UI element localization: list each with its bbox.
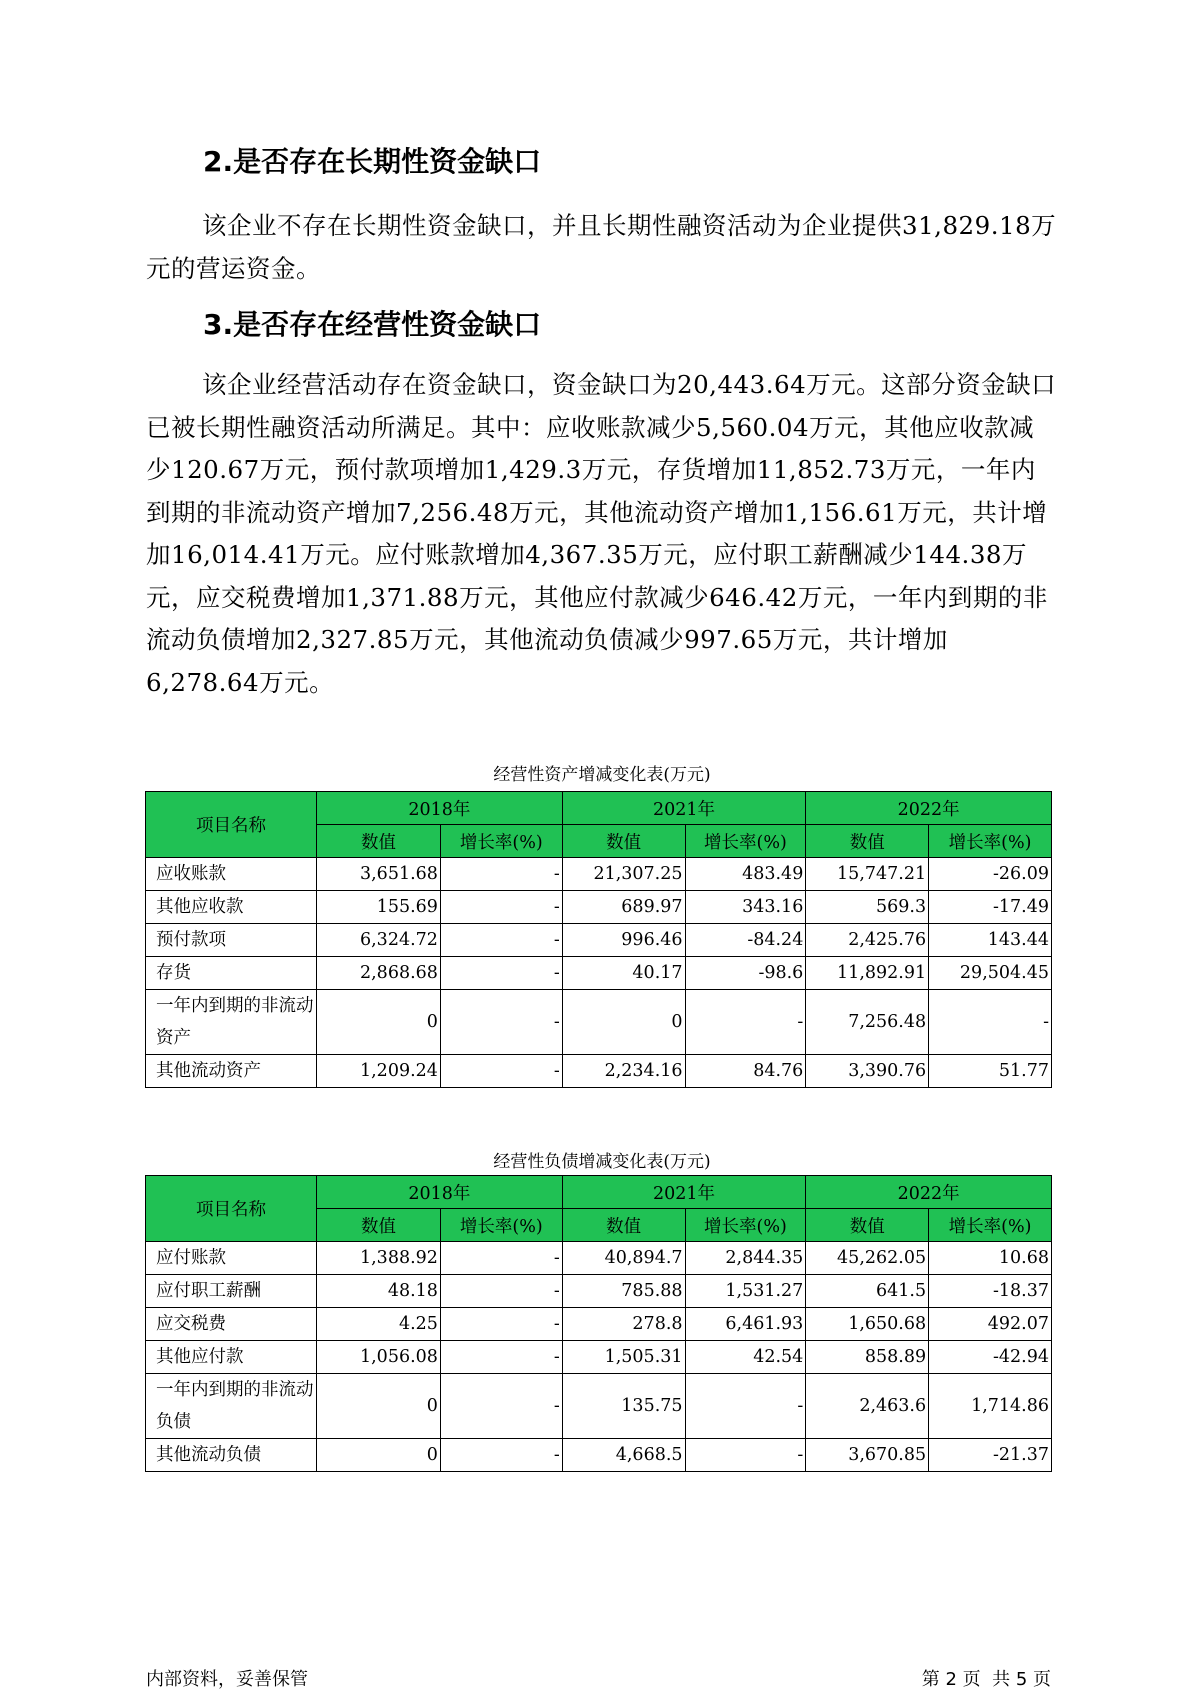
cell-growth-rate: -21.37: [929, 1439, 1052, 1472]
cell-value: 4.25: [317, 1308, 441, 1341]
cell-growth-rate: 1,714.86: [929, 1374, 1052, 1439]
header-item-name: 项目名称: [146, 1176, 317, 1242]
cell-growth-rate: -: [440, 1374, 562, 1439]
row-item-name: 应付账款: [146, 1242, 317, 1275]
table-row: [146, 891, 1052, 924]
table-caption-liabilities: 经营性负债增减变化表(万元): [493, 1152, 711, 1172]
header-value: 数值: [806, 825, 929, 858]
cell-value: 278.8: [562, 1308, 685, 1341]
operating-assets-table: [145, 791, 1052, 1088]
table-row: [146, 1242, 1052, 1275]
cell-growth-rate: 10.68: [929, 1242, 1052, 1275]
cell-growth-rate: -: [440, 924, 562, 957]
cell-growth-rate: 1,531.27: [685, 1275, 806, 1308]
cell-value: 135.75: [562, 1374, 685, 1439]
cell-growth-rate: 42.54: [685, 1341, 806, 1374]
header-value: 数值: [562, 1209, 685, 1242]
table-row: [146, 1055, 1052, 1088]
row-item-name: 应收账款: [146, 858, 317, 891]
header-year: 2022年: [806, 792, 1052, 825]
cell-value: 3,390.76: [806, 1055, 929, 1088]
table-row: [146, 1439, 1052, 1472]
cell-value: 45,262.05: [806, 1242, 929, 1275]
cell-growth-rate: 343.16: [685, 891, 806, 924]
paragraph-long-term-gap: 该企业不存在长期性资金缺口，并且长期性融资活动为企业提供31,829.18万元的营运资金。: [146, 211, 1057, 283]
cell-growth-rate: -17.49: [929, 891, 1052, 924]
cell-value: 641.5: [806, 1275, 929, 1308]
cell-growth-rate: -: [440, 957, 562, 990]
row-item-name: 存货: [146, 957, 317, 990]
cell-growth-rate: -26.09: [929, 858, 1052, 891]
header-year: 2018年: [317, 792, 563, 825]
cell-value: 689.97: [562, 891, 685, 924]
header-growth-rate: 增长率(%): [929, 1209, 1052, 1242]
cell-value: 2,425.76: [806, 924, 929, 957]
cell-growth-rate: -84.24: [685, 924, 806, 957]
cell-value: 155.69: [317, 891, 441, 924]
cell-growth-rate: -: [440, 990, 562, 1055]
cell-value: 2,463.6: [806, 1374, 929, 1439]
row-item-name: 一年内到期的非流动负债: [146, 1374, 317, 1439]
cell-value: 0: [562, 990, 685, 1055]
cell-growth-rate: -: [929, 990, 1052, 1055]
cell-value: 0: [317, 990, 441, 1055]
cell-growth-rate: 29,504.45: [929, 957, 1052, 990]
cell-growth-rate: 51.77: [929, 1055, 1052, 1088]
header-year: 2022年: [806, 1176, 1052, 1209]
row-item-name: 预付款项: [146, 924, 317, 957]
row-item-name: 其他流动资产: [146, 1055, 317, 1088]
cell-value: 996.46: [562, 924, 685, 957]
section-heading-2: 2.是否存在长期性资金缺口: [203, 145, 542, 178]
cell-growth-rate: -: [685, 990, 806, 1055]
table-row: [146, 1374, 1052, 1439]
row-item-name: 其他应付款: [146, 1341, 317, 1374]
footer-page-number: 第 2 页 共 5 页: [921, 1669, 1051, 1690]
cell-value: 2,234.16: [562, 1055, 685, 1088]
cell-growth-rate: -: [440, 1308, 562, 1341]
cell-growth-rate: -18.37: [929, 1275, 1052, 1308]
cell-growth-rate: -: [440, 1439, 562, 1472]
cell-growth-rate: -98.6: [685, 957, 806, 990]
cell-growth-rate: 6,461.93: [685, 1308, 806, 1341]
section-heading-3: 3.是否存在经营性资金缺口: [203, 308, 542, 341]
row-item-name: 应交税费: [146, 1308, 317, 1341]
header-growth-rate: 增长率(%): [685, 1209, 806, 1242]
row-item-name: 其他流动负债: [146, 1439, 317, 1472]
cell-growth-rate: 84.76: [685, 1055, 806, 1088]
header-growth-rate: 增长率(%): [440, 1209, 562, 1242]
cell-value: 4,668.5: [562, 1439, 685, 1472]
header-year: 2021年: [562, 1176, 806, 1209]
table-row: [146, 1275, 1052, 1308]
cell-value: 2,868.68: [317, 957, 441, 990]
cell-value: 1,056.08: [317, 1341, 441, 1374]
cell-value: 785.88: [562, 1275, 685, 1308]
cell-growth-rate: -42.94: [929, 1341, 1052, 1374]
cell-growth-rate: -: [440, 1055, 562, 1088]
cell-growth-rate: 483.49: [685, 858, 806, 891]
cell-growth-rate: 143.44: [929, 924, 1052, 957]
cell-value: 11,892.91: [806, 957, 929, 990]
cell-value: 0: [317, 1374, 441, 1439]
header-year: 2021年: [562, 792, 806, 825]
row-item-name: 其他应收款: [146, 891, 317, 924]
cell-growth-rate: -: [685, 1374, 806, 1439]
liabilities-table-body: [146, 1242, 1052, 1472]
cell-value: 1,650.68: [806, 1308, 929, 1341]
header-year: 2018年: [317, 1176, 563, 1209]
cell-value: 1,388.92: [317, 1242, 441, 1275]
cell-growth-rate: 492.07: [929, 1308, 1052, 1341]
cell-growth-rate: -: [440, 891, 562, 924]
assets-table-body: [146, 858, 1052, 1088]
table-caption-assets: 经营性资产增减变化表(万元): [493, 765, 711, 785]
cell-value: 48.18: [317, 1275, 441, 1308]
cell-value: 1,505.31: [562, 1341, 685, 1374]
cell-value: 6,324.72: [317, 924, 441, 957]
cell-value: 858.89: [806, 1341, 929, 1374]
cell-growth-rate: -: [440, 1275, 562, 1308]
table-row: [146, 924, 1052, 957]
cell-value: 1,209.24: [317, 1055, 441, 1088]
table-row: [146, 1341, 1052, 1374]
table-row: [146, 990, 1052, 1055]
header-value: 数值: [562, 825, 685, 858]
cell-growth-rate: -: [440, 1242, 562, 1275]
cell-growth-rate: -: [440, 858, 562, 891]
cell-value: 21,307.25: [562, 858, 685, 891]
header-value: 数值: [317, 825, 441, 858]
cell-growth-rate: -: [440, 1341, 562, 1374]
cell-value: 569.3: [806, 891, 929, 924]
cell-growth-rate: -: [685, 1439, 806, 1472]
table-row: [146, 957, 1052, 990]
operating-liabilities-table: [145, 1175, 1052, 1472]
header-item-name: 项目名称: [146, 792, 317, 858]
header-value: 数值: [806, 1209, 929, 1242]
table-row: [146, 1308, 1052, 1341]
header-growth-rate: 增长率(%): [929, 825, 1052, 858]
header-growth-rate: 增长率(%): [685, 825, 806, 858]
cell-value: 40.17: [562, 957, 685, 990]
cell-value: 3,670.85: [806, 1439, 929, 1472]
paragraph-operating-gap: 该企业经营活动存在资金缺口，资金缺口为20,443.64万元。这部分资金缺口已被长期性融资活动所满足。其中：应收账款减少5,560.04万元，其他应收款减少120.67万元，预付款项增加1,429.3万元，存货增加11,852.73万元，一年内到期的非流动资产增加7,256.48万元，其他流动资产增加1,156.61万元，共计增加16,014.41万元。应付账款增加4,367.35万元，应付职工薪酬减少144.38万元，应交税费增加1,371.88万元，其他应付款减少646.42万元，一年内到期的非流动负债增加2,327.85万元，其他流动负债减少997.65万元，共计增加6,278.64万元。: [146, 370, 1057, 697]
header-growth-rate: 增长率(%): [440, 825, 562, 858]
cell-growth-rate: 2,844.35: [685, 1242, 806, 1275]
cell-value: 7,256.48: [806, 990, 929, 1055]
header-value: 数值: [317, 1209, 441, 1242]
cell-value: 0: [317, 1439, 441, 1472]
cell-value: 40,894.7: [562, 1242, 685, 1275]
row-item-name: 一年内到期的非流动资产: [146, 990, 317, 1055]
row-item-name: 应付职工薪酬: [146, 1275, 317, 1308]
cell-value: 15,747.21: [806, 858, 929, 891]
cell-value: 3,651.68: [317, 858, 441, 891]
table-row: [146, 858, 1052, 891]
footer-confidential-note: 内部资料，妥善保管: [146, 1669, 308, 1690]
